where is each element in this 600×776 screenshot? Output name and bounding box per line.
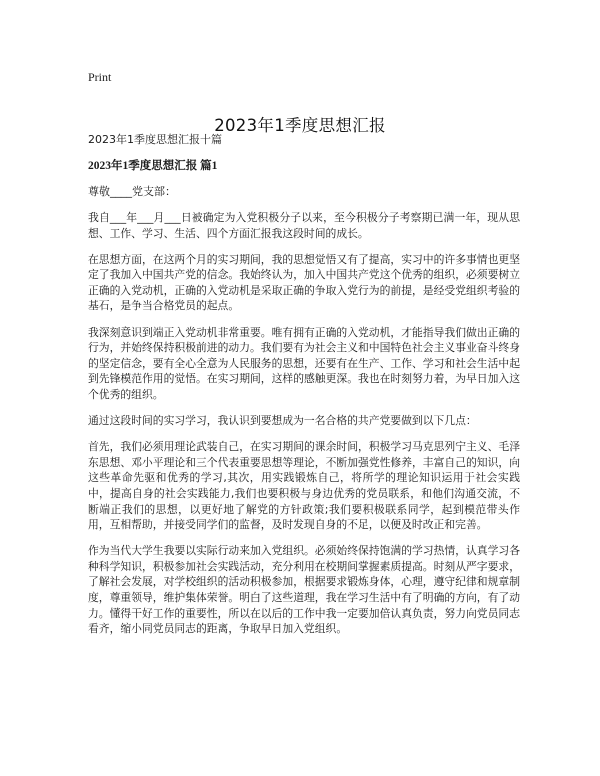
salutation: 尊敬____党支部： [88, 185, 176, 198]
document-subtitle: 2023年1季度思想汇报十篇 [88, 133, 222, 146]
paragraph-6: 作为当代大学生我要以实际行动来加入党组织。必须始终保持饱满的学习热情，认真学习各种科学知识，积极参加社会实践活动，充分利用在校期间掌握素质提高。时刻从严字要求，了解社会发展，对学校组织的活动积极参加，根据要求锻炼身体，心理，遵守纪律和规章制度，尊重领导，维护集体荣誉。明白了这些道理，我在学习生活中有了明确的方向，有了动力。懂得干好工作的重要性，所以在以后的工作中我一定要加倍认真负责，努力向党员同志看齐，缩小同党员同志的距离，争取早日加入党组织。 [88, 544, 520, 636]
print-label: Print [88, 70, 112, 84]
section-heading: 2023年1季度思想汇报 篇1 [88, 160, 218, 172]
paragraph-4: 通过这段时间的实习学习，我认识到要想成为一名合格的共产党要做到以下几点： [88, 414, 477, 428]
document-title: 2023年1季度思想汇报 [214, 116, 386, 136]
paragraph-3: 我深刻意识到端正入党动机非常重要。唯有拥有正确的入党动机，才能指导我们做出正确的行为，并始终保持积极前进的动力。我们要有为社会主义和中国特色社会主义事业奋斗终身的坚定信念，要有全心全意为人民服务的思想，还要有在生产、工作、学习和社会生活中起到先锋模范作用的觉悟。在实习期间，这样的感触更深。我也在时刻努力着，为早日加入这个优秀的组织。 [88, 325, 520, 401]
paragraph-1: 我自___年___月___日被确定为入党积极分子以来，至今积极分子考察期已满一年，现从思想、工作、学习、生活、四个方面汇报我这段时间的成长。 [88, 211, 520, 240]
paragraph-2: 在思想方面，在这两个月的实习期间，我的思想觉悟又有了提高，实习中的许多事情也更坚定了我加入中国共产党的信念。我始终认为，加入中国共产党这个优秀的组织，必须要树立正确的入党动机，正确的入党动机是采取正确的争取入党行为的前提，是经受党组织考验的基石，是争当合格党员的起点。 [88, 252, 520, 313]
document-body [88, 132, 520, 647]
paragraph-5: 首先，我们必须用理论武装自己，在实习期间的课余时间，积极学习马克思列宁主义、毛泽东思想、邓小平理论和三个代表重要思想等理论，不断加强党性修养，丰富自己的知识，向这些革命先驱和优秀的学习,其次，用实践锻炼自己，将所学的理论知识运用于社会实践中，提高自身的社会实践能力,我们也要积极与身边优秀的党员联系，和他们沟通交流，不断端正我们的思想，以更好地了解党的方针政策;我们要积极联系同学，起到模范带头作用，互相帮助，并接受同学们的监督，及时发现自身的不足，以便及时改正和完善。 [88, 440, 520, 532]
